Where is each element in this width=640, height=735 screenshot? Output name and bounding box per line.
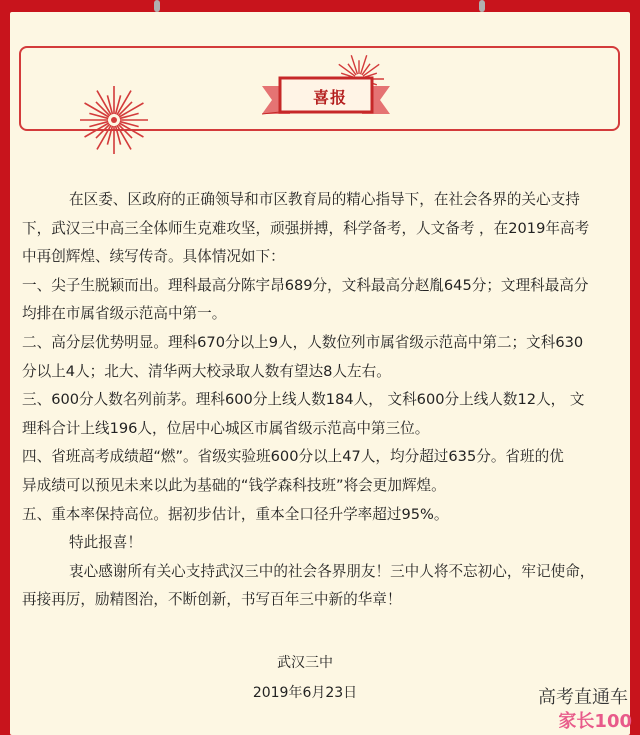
firework-icon [78,84,150,156]
watermark-text: 高考直通车 [538,687,628,708]
body-line: 下，武汉三中高三全体师生克难攻坚，顽强拼搏，科学备考，人文备考 ，在2019年高考 [22,219,590,237]
body-line: 均排在市属省级示范高中第一。 [22,305,227,323]
letter-paper [10,12,630,735]
body-line: 在区委、区政府的正确领导和市区教育局的精心指导下，在社会各界的关心支持 [69,191,580,208]
signature [220,648,390,708]
signature-date: 2019年6月23日 [252,685,358,701]
body-line: 二、高分层优势明显。理科670分以上9人，人数位列市属省级示范高中第二；文科630 [22,333,584,351]
body-line: 一、尖子生脱颖而出。理科最高分陈宇昂689分，文科最高分赵胤645分；文理科最高分 [22,276,589,294]
body-line: 衷心感谢所有关心支持武汉三中的社会各界朋友！三中人将不忘初心，牢记使命， [69,562,595,580]
body-line: 五、重本率保持高位。据初步估计，重本全口径升学率超过95%。 [22,505,449,523]
body-line: 特此报喜！ [69,534,142,552]
body-line: 三、600分人数名列前茅。理科600分上线人数184人， 文科600分上线人数12人， 文 [22,391,585,409]
hanger-right [479,0,485,12]
body-line: 再接再厉，励精图治，不断创新，书写百年三中新的华章！ [22,591,402,609]
hanger-left [154,0,160,12]
announcement-body [22,186,632,615]
watermark-logo: 家长100 [558,711,632,732]
body-line: 四、省班高考成绩超“燃”。省级实验班600分以上47人，均分超过635分。省班的优 [22,448,564,466]
body-line: 分以上4人；北大、清华两大校录取人数有望达8人左右。 [22,362,391,380]
body-line: 异成绩可以预见未来以此为基础的“钱学森科技班”将会更加辉煌。 [22,476,446,494]
body-line: 中再创辉煌、续写传奇。具体情况如下： [22,248,285,266]
signature-org: 武汉三中 [277,655,333,671]
watermark [478,683,638,735]
body-line: 理科合计上线196人，位居中心城区市属省级示范高中第三位。 [22,419,430,437]
page-title: 喜报 [312,88,347,107]
